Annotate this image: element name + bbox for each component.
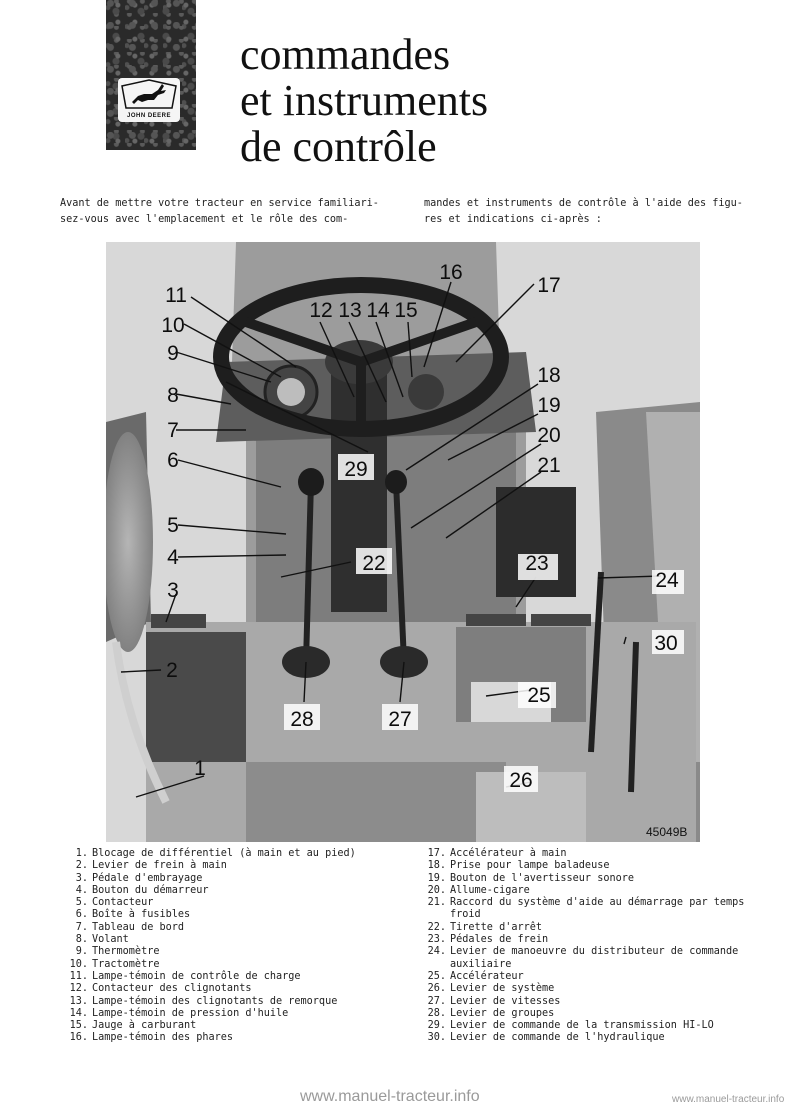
legend-text: Jauge à carburant [92,1020,197,1032]
callout-29: 29 [344,458,368,481]
title-line: et instruments [240,76,489,125]
callout-19: 19 [537,394,561,417]
legend-item [424,873,764,885]
callout-1: 1 [194,757,206,780]
callout-5: 5 [167,514,179,537]
footer-url-small[interactable]: www.manuel-tracteur.info [672,1094,785,1105]
intro-line: mandes et instruments de contrôle à l'aide des figu- [424,198,743,209]
legend-text: Lampe-témoin de pression d'huile [92,1007,289,1019]
legend-item [66,983,396,995]
legend-item [424,971,764,983]
photo-code: 45049B [646,825,688,839]
legend-number: 9. [75,946,88,958]
legend-text: Levier de système [450,983,555,995]
legend-number: 11. [69,970,88,982]
legend-text: Thermomètre [92,946,160,958]
callout-21: 21 [537,454,561,477]
legend-text: Accélérateur [450,970,524,982]
legend-number: 2. [75,860,88,872]
legend-number: 5. [75,897,88,909]
legend-number: 30. [427,1032,446,1044]
callout-12: 12 [309,299,333,322]
legend-number: 26. [427,983,446,995]
legend-text: Contacteur [92,897,154,909]
callout-15: 15 [394,299,418,322]
legend-text: Lampe-témoin des clignotants de remorque [92,995,338,1007]
legend-item [424,897,764,922]
legend-item [424,860,764,872]
legend-number: 24. [427,946,446,958]
callout-2: 2 [166,659,178,682]
callout-11: 11 [165,284,187,307]
legend-number: 19. [427,872,446,884]
callout-24: 24 [655,569,679,592]
footer-url[interactable]: www.manuel-tracteur.info [300,1088,480,1105]
legend-item [66,885,396,897]
legend-item [66,848,396,860]
legend-text: Bouton de l'avertisseur sonore [450,872,635,884]
legend-item [66,934,396,946]
legend-text: Volant [92,934,129,946]
callout-22: 22 [362,552,386,575]
legend-number: 23. [427,934,446,946]
legend-item [424,848,764,860]
callout-9: 9 [167,342,179,365]
legend-number: 8. [75,934,88,946]
legend-text: Levier de commande de la transmission HI-LO [450,1020,714,1032]
title-line: commandes [240,30,451,79]
legend-text: Lampe-témoin de contrôle de charge [92,970,301,982]
legend-item [66,909,396,921]
intro-left [60,196,379,228]
callout-4: 4 [167,546,179,569]
callout-27: 27 [388,708,412,731]
callout-25: 25 [527,684,551,707]
legend-number: 13. [69,995,88,1007]
callout-7: 7 [167,419,179,442]
legend-item [66,1032,396,1044]
callout-6: 6 [167,449,179,472]
legend-item [66,971,396,983]
tractor-controls-photo [106,242,700,842]
legend-column-2 [424,848,764,1045]
legend-text: Tirette d'arrêt [450,921,543,933]
callout-3: 3 [167,579,179,602]
legend-text: Levier de manoeuvre du distributeur de commande auxiliaire [450,946,739,970]
legend-number: 21. [427,897,446,909]
legend-text: Tractomètre [92,958,160,970]
intro-right [424,196,743,228]
legend-item [424,885,764,897]
legend-item [66,946,396,958]
legend-item [424,983,764,995]
legend-item [66,922,396,934]
title-line: de contrôle [240,122,437,171]
legend-number: 27. [427,995,446,1007]
legend-number: 18. [427,860,446,872]
callout-18: 18 [537,364,561,387]
legend-item [424,1008,764,1020]
legend-text: Levier de commande de l'hydraulique [450,1032,665,1044]
legend-text: Levier de frein à main [92,860,227,872]
callout-28: 28 [290,708,314,731]
callout-14: 14 [366,299,390,322]
legend-number: 22. [427,921,446,933]
callout-10: 10 [161,314,185,337]
legend-text: Tableau de bord [92,921,185,933]
legend-number: 3. [75,872,88,884]
legend-number: 1. [75,848,88,859]
legend-column-1 [66,848,396,1045]
callout-20: 20 [537,424,561,447]
legend-text: Prise pour lampe baladeuse [450,860,610,872]
deer-logo-icon [118,78,180,114]
intro-line: res et indications ci-après : [424,214,602,225]
legend-item [424,1032,764,1044]
callout-13: 13 [338,299,362,322]
legend-text: Lampe-témoin des phares [92,1032,234,1044]
legend-item [66,959,396,971]
legend-text: Contacteur des clignotants [92,983,252,995]
legend-text: Pédale d'embrayage [92,872,203,884]
legend-text: Levier de vitesses [450,995,561,1007]
intro-line: Avant de mettre votre tracteur en service familiari- [60,198,379,209]
legend-number: 28. [427,1007,446,1019]
legend-item [66,1020,396,1032]
legend-number: 12. [69,983,88,995]
legend-text: Pédales de frein [450,934,549,946]
callout-30: 30 [654,632,678,655]
callout-17: 17 [537,274,561,297]
legend-text: Allume-cigare [450,884,530,896]
legend-item [424,934,764,946]
legend-text: Accélérateur à main [450,848,567,859]
legend-item [66,897,396,909]
john-deere-logo [118,78,180,122]
legend-number: 15. [69,1020,88,1032]
legend-item [424,996,764,1008]
legend-text: Raccord du système d'aide au démarrage par temps froid [450,897,745,921]
legend-text: Blocage de différentiel (à main et au pied) [92,848,356,859]
legend-number: 20. [427,884,446,896]
legend-number: 14. [69,1007,88,1019]
legend-number: 4. [75,884,88,896]
legend-number: 29. [427,1020,446,1032]
legend-item [66,873,396,885]
callout-16: 16 [439,261,463,284]
legend-text: Bouton du démarreur [92,884,209,896]
legend-number: 7. [75,921,88,933]
legend-number: 17. [427,848,446,859]
logo-brand-text: JOHN DEERE [126,113,171,119]
legend-number: 6. [75,909,88,921]
legend-item [424,922,764,934]
legend-item [66,860,396,872]
legend-item [66,1008,396,1020]
legend-item [424,946,764,971]
legend-number: 25. [427,970,446,982]
legend-item [66,996,396,1008]
callout-26: 26 [509,769,533,792]
legend-number: 16. [69,1032,88,1044]
stone-texture-block [106,0,196,150]
page-title [240,32,488,170]
intro-line: sez-vous avec l'emplacement et le rôle des com- [60,214,349,225]
legend-text: Boîte à fusibles [92,909,191,921]
legend-text: Levier de groupes [450,1007,555,1019]
callout-23: 23 [525,552,549,575]
legend-item [424,1020,764,1032]
legend-number: 10. [69,958,88,970]
callout-8: 8 [167,384,179,407]
